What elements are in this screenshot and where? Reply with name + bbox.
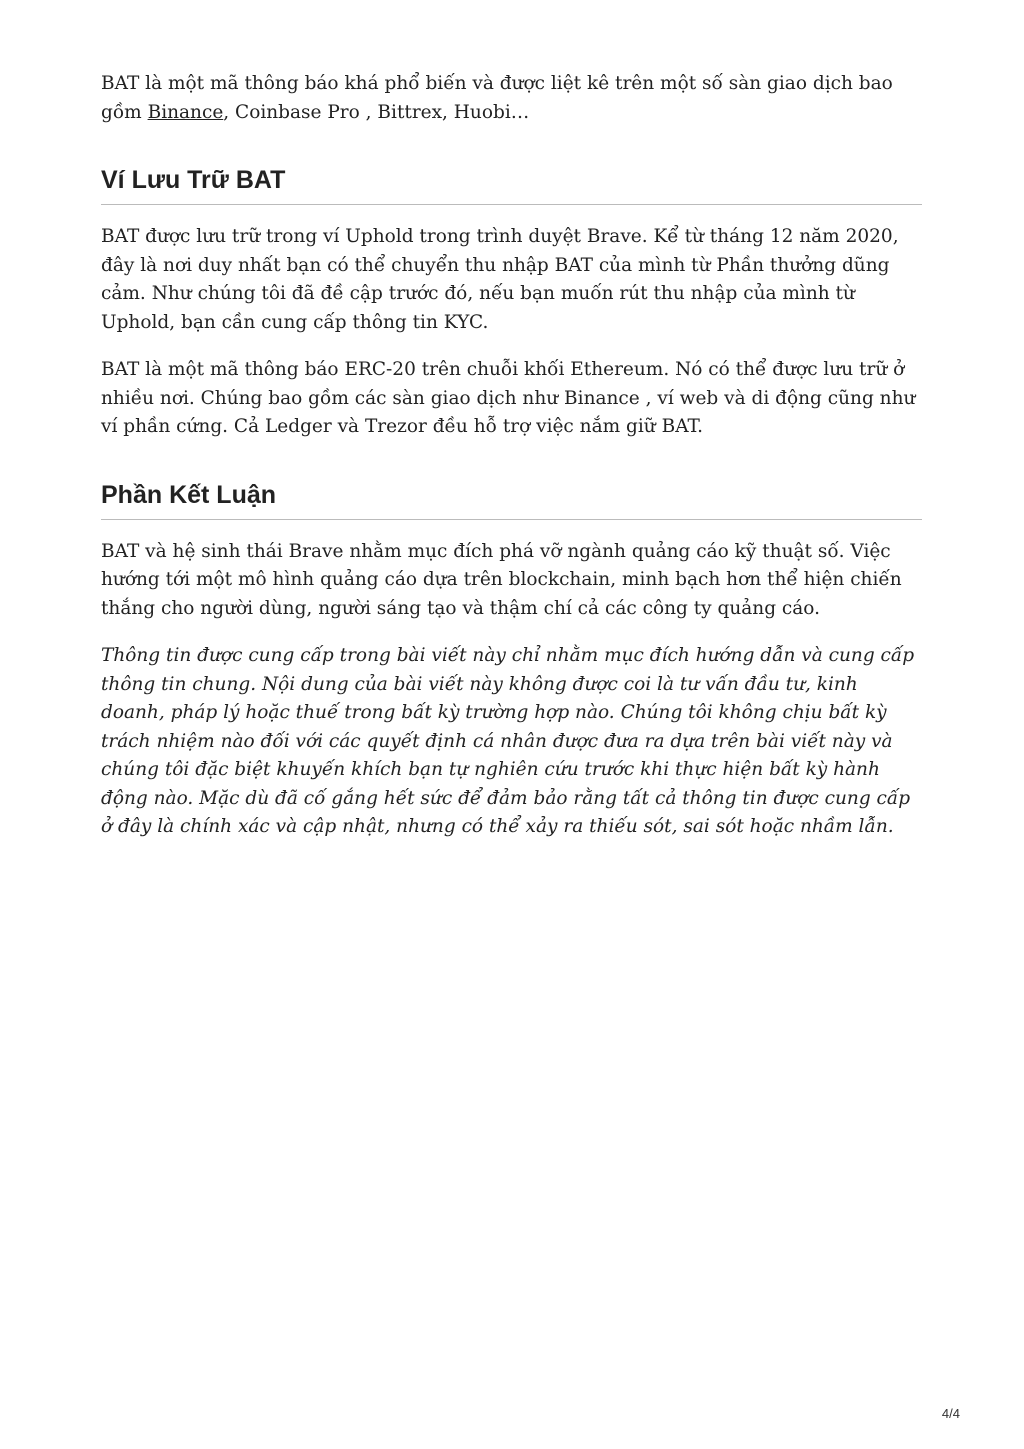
intro-text-tail: , Coinbase Pro , Bittrex, Huobi… bbox=[223, 101, 530, 123]
binance-link[interactable]: Binance bbox=[147, 101, 224, 123]
storage-paragraph-2: BAT là một mã thông báo ERC-20 trên chuỗi khối Ethereum. Nó có thể được lưu trữ ở nhiều nơi. Chúng bao gồm các sàn giao dịch như Binance , ví web và di động cũng như ví phần cứng. Cả Ledger và Trezor đều hỗ trợ việc nắm giữ BAT. bbox=[101, 359, 916, 437]
storage-heading: Ví Lưu Trữ BAT bbox=[101, 165, 922, 205]
intro-text: BAT là một mã thông báo khá phổ biến và được liệt kê trên một số sàn giao dịch bao gồm bbox=[101, 73, 893, 123]
conclusion-heading: Phần Kết Luận bbox=[101, 480, 922, 520]
disclaimer-paragraph: Thông tin được cung cấp trong bài viết này chỉ nhằm mục đích hướng dẫn và cung cấp thông tin chung. Nội dung của bài viết này không được coi là tư vấn đầu tư, kinh doanh, pháp lý hoặc thuế trong bất kỳ trường hợp nào. Chúng tôi không chịu bất kỳ trách nhiệm nào đối với các quyết định cá nhân được đưa ra dựa trên bài viết này và chúng tôi đặc biệt khuyến khích bạn tự nghiên cứu trước khi thực hiện bất kỳ hành động nào. Mặc dù đã cố gắng hết sức để đảm bảo rằng tất cả thông tin được cung cấp ở đây là chính xác và cập nhật, nhưng có thể xảy ra thiếu sót, sai sót hoặc nhầm lẫn. bbox=[101, 645, 915, 837]
conclusion-paragraph: BAT và hệ sinh thái Brave nhằm mục đích phá vỡ ngành quảng cáo kỹ thuật số. Việc hướng tới một mô hình quảng cáo dựa trên blockchain, minh bạch hơn thể hiện chiến thắng cho người dùng, người sáng tạo và thậm chí cả các công ty quảng cáo. bbox=[101, 540, 902, 619]
article-content bbox=[101, 70, 922, 861]
intro-paragraph bbox=[101, 70, 922, 127]
storage-paragraph-1: BAT được lưu trữ trong ví Uphold trong trình duyệt Brave. Kể từ tháng 12 năm 2020, đây là nơi duy nhất bạn có thể chuyển thu nhập BAT của mình từ Phần thưởng dũng cảm. Như chúng tôi đã đề cập trước đó, nếu bạn muốn rút thu nhập của mình từ Uphold, bạn cần cung cấp thông tin KYC. bbox=[101, 226, 899, 333]
page-number: 4/4 bbox=[941, 1406, 960, 1421]
